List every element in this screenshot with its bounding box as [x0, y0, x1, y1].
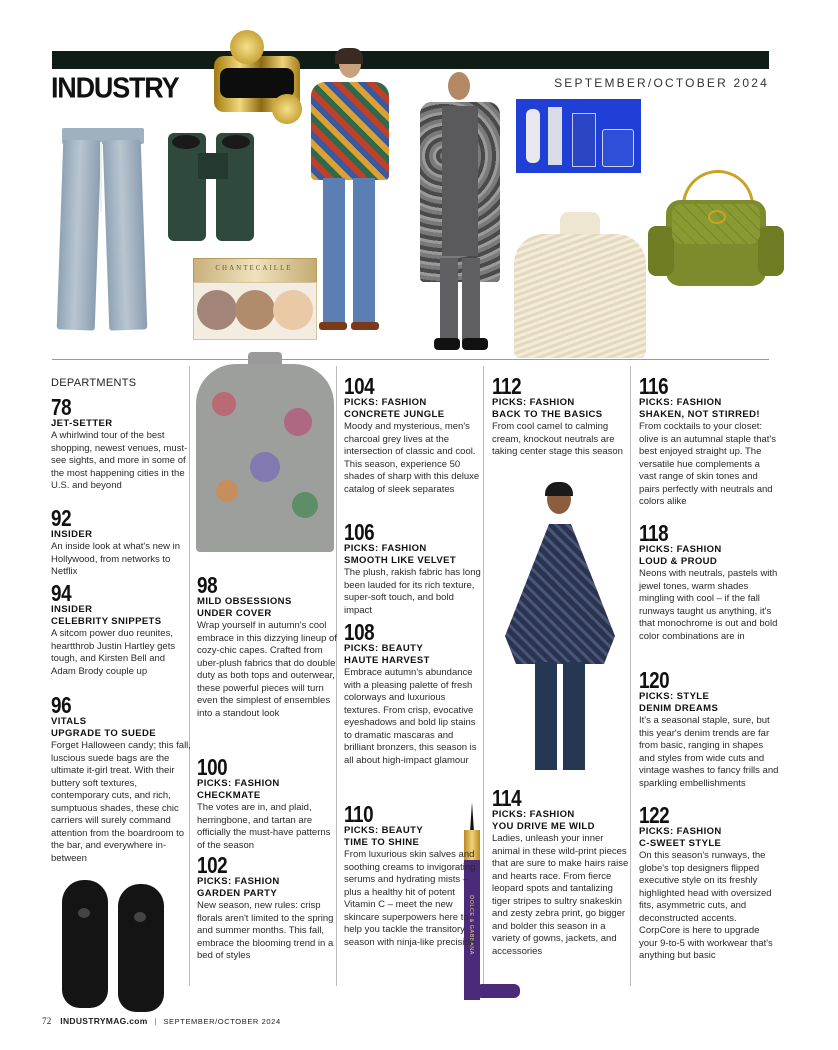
- velvet-loafers-image: [60, 880, 170, 1012]
- section-category: PICKS: FASHION CHECKMATE: [197, 778, 280, 801]
- toc-entry[interactable]: [639, 669, 779, 790]
- footer-page-number: 72: [42, 1016, 52, 1026]
- skincare-set-image: [516, 99, 641, 173]
- page-number: 118: [639, 520, 669, 546]
- toc-entry[interactable]: [639, 804, 779, 963]
- pen-brand: DOLCE & GABBANA: [468, 895, 474, 955]
- section-category: PICKS: FASHION C-SWEET STYLE: [639, 826, 722, 849]
- section-category: VITALS UPGRADE TO SUEDE: [51, 716, 156, 739]
- section-description: From luxurious skin salves and soothing creams to invigorating serums and hydrating mists – plus a healthy hit of potent Vitamin C – meet the new skincare superpowers here to help you tackle the transitory season with ninja-like precision: [344, 849, 476, 948]
- issue-date: SEPTEMBER/OCTOBER 2024: [554, 76, 769, 90]
- section-category: PICKS: BEAUTY TIME TO SHINE: [344, 825, 424, 848]
- section-category: PICKS: FASHION BACK TO THE BASICS: [492, 397, 603, 420]
- model-paisley-coat-image: [412, 72, 508, 352]
- section-description: The plush, rakish fabric has long been lauded for its rich texture, super-soft touch, and bold impact: [344, 567, 481, 616]
- binoculars-image: [168, 133, 258, 243]
- toc-entry[interactable]: [51, 694, 191, 865]
- page-number: 112: [492, 373, 522, 399]
- section-category: PICKS: BEAUTY HAUTE HARVEST: [344, 643, 430, 666]
- page-number: 120: [639, 667, 670, 693]
- footer-site[interactable]: INDUSTRYMAG.com: [60, 1016, 148, 1026]
- toc-entry[interactable]: [344, 521, 484, 617]
- section-description: Ladies, unleash your inner animal in these wild-print pieces that are sure to make hairs raise and hearts race. From fierce leopard spots and tantalizing tiger stripes to sultry snakeskin and zesty zebra print, go bigger and bolder this season in a variety of gowns, jackets, and accessories: [492, 833, 629, 957]
- eyeshadow-palette-image: [193, 258, 315, 338]
- page-number: 110: [344, 801, 374, 827]
- footer: [42, 1016, 281, 1026]
- section-description: A sitcom power duo reunites, heartthrob Justin Hartley gets tough, and Kirsten Bell and Adam Brody couple up: [51, 628, 176, 677]
- toc-entry[interactable]: [197, 574, 337, 720]
- section-description: From cool camel to calming cream, knockout neutrals are taking center stage this season: [492, 421, 623, 457]
- page-number: 116: [639, 373, 669, 399]
- section-description: An inside look at what's new in Hollywood, from networks to Netflix: [51, 541, 181, 577]
- page-number: 92: [51, 505, 72, 531]
- section-description: Moody and mysterious, men's charcoal grey lives at the intersection of classic and cool. This season, experience 50 shades of sharp with this deluxe catalog of sleek separates: [344, 421, 480, 495]
- page-number: 94: [51, 580, 72, 606]
- section-category: PICKS: FASHION LOUD & PROUD: [639, 544, 722, 567]
- section-category: PICKS: STYLE DENIM DREAMS: [639, 691, 719, 714]
- section-description: On this season's runways, the globe's top designers flipped executive style on its freshly highlighted head with oversized fits, asymmetric cuts, and deconstructed accents. CorpCore is here to upgrade your 9-to-5 with workwear that's anything but basic: [639, 850, 773, 961]
- toc-entry[interactable]: [51, 396, 191, 493]
- page-number: 102: [197, 852, 228, 878]
- page-number: 108: [344, 619, 375, 645]
- page-number: 96: [51, 692, 72, 718]
- toc-entry[interactable]: [197, 756, 337, 852]
- toc-entry[interactable]: [197, 854, 337, 963]
- gold-jar-image: [212, 30, 302, 116]
- section-description: A whirlwind tour of the best shopping, newest venues, must-see sights, and more in some of the most happening cities in the U.S. and beyond: [51, 430, 188, 491]
- section-description: Embrace autumn's abundance with a pleasing palette of fresh colorways and luxurious textures. From crisp, evocative eyeshadows and bold lip stains to dramatic mascaras and brilliant bronzers, this season is all about high-impact glamour: [344, 667, 477, 766]
- magazine-logo: INDUSTRY: [51, 72, 179, 104]
- toc-entry[interactable]: [639, 375, 779, 509]
- toc-entry[interactable]: [51, 507, 191, 579]
- section-description: Forget Halloween candy; this fall, luscious suede bags are the ultimate it-girl treat. With their buttery soft textures, contemporary cuts, and rich, sumptuous shades, these chic carriers will surely command attention from the boardroom to the bar, and everywhere in-between: [51, 740, 191, 864]
- section-divider: [52, 359, 769, 360]
- section-category: PICKS: FASHION GARDEN PARTY: [197, 876, 280, 899]
- section-category: MILD OBSESSIONS UNDER COVER: [197, 596, 292, 619]
- floral-cape-image: [192, 352, 338, 552]
- section-category: PICKS: FASHION SHAKEN, NOT STIRRED!: [639, 397, 760, 420]
- section-description: It's a seasonal staple, sure, but this year's denim trends are far from basic, ranging in shapes and styles from wide cuts and vintage washes to fancy frills and sparkling embellishments: [639, 715, 779, 789]
- toc-entry[interactable]: [344, 375, 484, 496]
- olive-backpack-image: [646, 170, 786, 296]
- toc-entry[interactable]: [344, 621, 484, 767]
- section-description: Wrap yourself in autumn's cool embrace in this dizzying lineup of cozy-chic capes. Crafted from uber-plush fabrics that do double duty as both tops and outerwear, these powerful pieces will turn even the simplest of ensembles into a standout look: [197, 620, 337, 719]
- model-poncho-image: [505, 484, 615, 774]
- section-description: The votes are in, and plaid, herringbone, and tartan are officially the must-have patterns of the season: [197, 802, 331, 851]
- page-number: 98: [197, 572, 218, 598]
- toc-entry[interactable]: [51, 582, 191, 678]
- model-printed-jacket-image: [305, 50, 395, 332]
- page-number: 78: [51, 394, 72, 420]
- toc-entry[interactable]: [492, 787, 632, 958]
- section-category: INSIDER: [51, 529, 93, 540]
- toc-entry[interactable]: [344, 803, 484, 949]
- jeans-image: [58, 128, 148, 333]
- section-description: From cocktails to your closet: olive is an autumnal staple that's best enjoyed straight up. The versatile hue complements a vast range of skin tones and pairs perfectly with neutrals and colors alike: [639, 421, 777, 507]
- header-bar: [52, 51, 769, 69]
- footer-issue: SEPTEMBER/OCTOBER 2024: [163, 1017, 281, 1026]
- page-number: 114: [492, 785, 522, 811]
- page-number: 104: [344, 373, 375, 399]
- departments-heading: DEPARTMENTS: [51, 377, 137, 389]
- section-category: PICKS: FASHION CONCRETE JUNGLE: [344, 397, 445, 420]
- section-category: PICKS: FASHION YOU DRIVE ME WILD: [492, 809, 595, 832]
- toc-entry[interactable]: [639, 522, 779, 643]
- section-category: INSIDER CELEBRITY SNIPPETS: [51, 604, 162, 627]
- section-description: Neons with neutrals, pastels with jewel tones, warm shades mingling with cool – if the fall runways taught us anything, it's that monochrome is out and bold color combinations are in: [639, 568, 778, 642]
- footer-separator: |: [154, 1016, 157, 1026]
- toc-entry[interactable]: [492, 375, 632, 459]
- section-category: PICKS: FASHION SMOOTH LIKE VELVET: [344, 543, 457, 566]
- page-number: 122: [639, 802, 670, 828]
- fringe-sweater-image: [508, 212, 652, 358]
- section-description: New season, new rules: crisp florals aren't limited to the spring and summer months. This fall, embrace the blooming trend in a bed of styles: [197, 900, 334, 961]
- palette-brand: CHANTECAILLE: [215, 264, 293, 272]
- page-number: 106: [344, 519, 375, 545]
- section-category: JET-SETTER: [51, 418, 113, 429]
- page-number: 100: [197, 754, 228, 780]
